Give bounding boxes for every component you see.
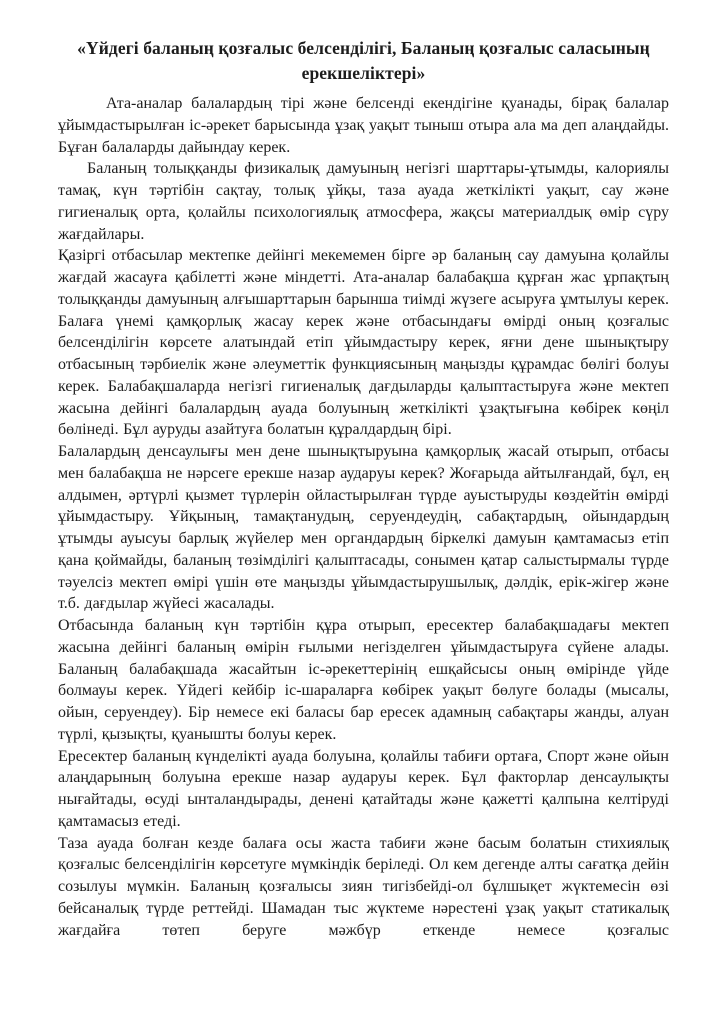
paragraph-1: Ата-аналар балалардың тірі және белсенді екендігіне қуанады, бірақ балалар ұйымдастырылған іс-әрекет барысында ұзақ уақыт тыныш отыра ала ма деп алаңдайды. Бұған балаларды дайындау керек. xyxy=(58,95,669,156)
paragraph-7: Таза ауада болған кезде балаға осы жаста табиғи және басым болатын стихиялық қозғалыс белсенділігін көрсетуге мүмкіндік беріледі. Ол кем дегенде алты сағатқа дейін созылуы мүмкін. Баланың қозғалысы зиян тигізбейді-ол бұлшықет жүктемесін өзі бейсаналық түрде реттейді. Шамадан тыс жүктеме нәрестені ұзақ уақыт статикалық жағдайға төтеп беруге мәжбүр еткенде немесе қозғалыс xyxy=(58,834,669,939)
page-title: «Үйдегі баланың қозғалыс белсенділігі, Баланың қозғалыс саласының ерекшеліктері» xyxy=(77,38,650,83)
paragraph-6: Ересектер баланың күнделікті ауада болуына, қолайлы табиғи ортаға, Спорт және ойын алаңдарының болуына ерекше назар аударуы керек. Бұл факторлар денсаулықты нығайтады, өсуді ынталандырады, денені қатайтады және қажетті қалпына келтіруді қамтамасыз етеді. xyxy=(58,747,669,830)
paragraph-3: Қазіргі отбасылар мектепке дейінгі мекемемен бірге әр баланың сау дамуына қолайлы жағдай жасауға қабілетті және міндетті. Ата-аналар балабақша құрған жас ұрпақтың толыққанды дамуының алғышарттарын барынша тиімді жүзеге асыруға ұмтылуы керек. Балаға үнемі қамқорлық жасау керек және отбасындағы өмірді оның қозғалыс белсенділігін көрсете алатындай етіп ұйымдастыру керек, яғни дене шынықтыру отбасының тәрбиелік және әлеуметтік функциясының маңызды құрамдас бөлігі болуы керек. Балабақшаларда негізгі гигиеналық дағдыларды қалыптастыруға және мектеп жасына дейінгі балалардың ауада болуының жеткілікті ұзақтығына көбірек көңіл бөлінеді. Бұл ауруды азайтуға болатын құралдардың бірі. xyxy=(58,247,669,439)
paragraph-2: Баланың толыққанды физикалық дамуының негізгі шарттары-ұтымды, калориялы тамақ, күн тәртібін сақтау, толық ұйқы, таза ауада жеткілікті уақыт, сау және гигиеналық орта, қолайлы психологиялық атмосфера, жақсы материалдық өмір сүру жағдайлары. xyxy=(58,160,669,243)
paragraph-5: Отбасында баланың күн тәртібін құра отырып, ересектер балабақшадағы мектеп жасына дейінгі баланың өмірін ғылыми негізделген ұйымдастыруға сүйене алады. Баланың балабақшада жасайтын іс-әрекеттерінің ешқайсысы оның өмірінде үйде болмауы керек. Үйдегі кейбір іс-шараларға көбірек уақыт бөлуге болады (мысалы, ойын, серуендеу). Бір немесе екі баласы бар ересек адамның сабақтары жанды, алуан түрлі, қызықты, қуанышты болуы керек. xyxy=(58,617,669,743)
paragraph-4: Балалардың денсаулығы мен дене шынықтыруына қамқорлық жасай отырып, отбасы мен балабақша не нәрсеге ерекше назар аударуы керек? Жоғарыда айтылғандай, бұл, ең алдымен, әртүрлі қызмет түрлерін ойластырылған түрде ауыстыруды көздейтін өмірді ұйымдастыру. Ұйқының, тамақтанудың, серуендеудің, сабақтардың, ойындардың ұтымды ауысуы барлық жүйелер мен органдардың біркелкі дамуын қамтамасыз етіп қана қоймайды, баланың төзімділігі қалыптасады, сонымен қатар салыстырмалы түрде тәуелсіз мектеп өмірі үшін өте маңызды ұйымдастырушылық, дәлдік, ерік-жігер және т.б. дағдылар жүйесі жасалады. xyxy=(58,443,669,613)
